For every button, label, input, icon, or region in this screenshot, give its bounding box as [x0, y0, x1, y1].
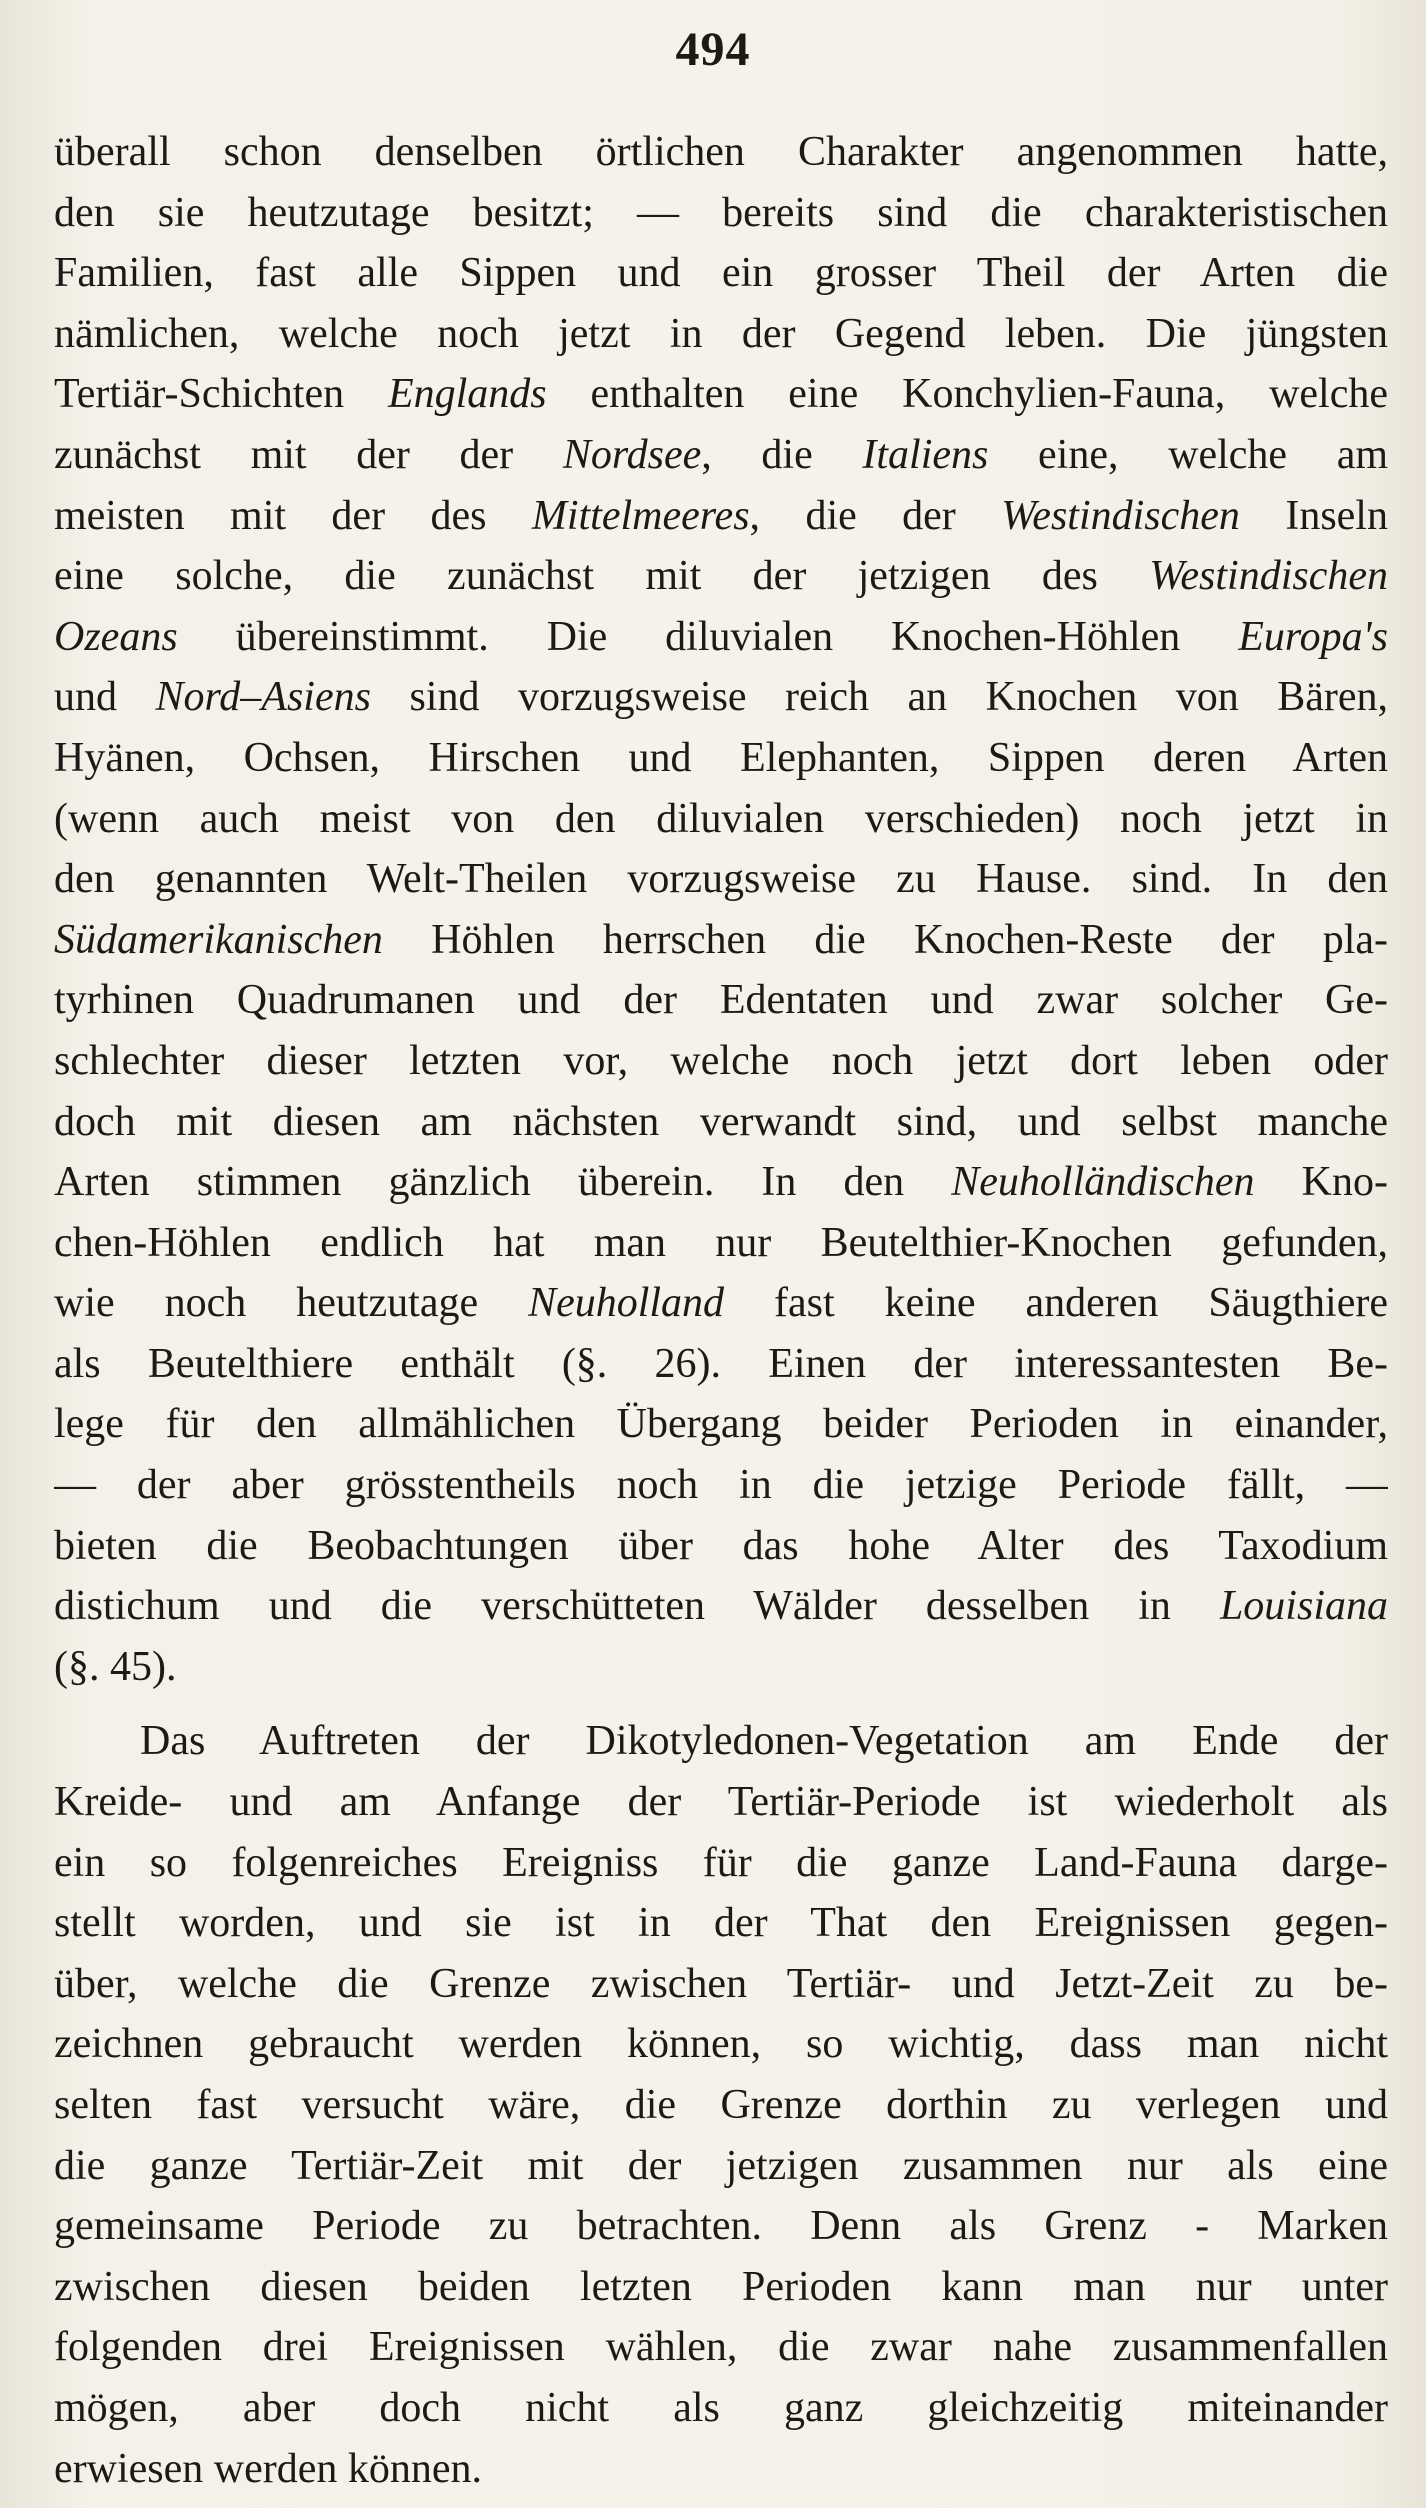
text-line	[54, 1455, 1388, 1516]
text-segment: folgenden drei Ereignissen wählen, die zwar nahe zusammenfallen	[54, 2324, 1388, 2371]
text-segment: enthalten eine Konchylien-Fauna, welche	[546, 371, 1388, 418]
text-segment: nämlichen, welche noch jetzt in der Gegend leben. Die jüngsten	[54, 310, 1388, 357]
italic-term: Louisiana	[1219, 1583, 1388, 1630]
text-segment: wie noch heutzutage	[54, 1280, 529, 1327]
italic-term: Nord–Asiens	[155, 674, 371, 721]
italic-term: Mittelmeeres	[531, 492, 750, 539]
text-line	[54, 2196, 1388, 2257]
text-segment: , die	[701, 431, 863, 478]
text-segment: lege für den allmählichen Übergang beider Perioden in einander,	[54, 1401, 1388, 1448]
text-segment: , die der	[749, 492, 1002, 539]
text-line	[54, 1152, 1388, 1213]
text-line	[54, 1772, 1388, 1833]
text-segment: selten fast versucht wäre, die Grenze dorthin zu verlegen und	[54, 2082, 1388, 2128]
text-segment: die ganze Tertiär-Zeit mit der jetzigen zusammen nur als eine	[54, 2142, 1388, 2189]
text-segment: (wenn auch meist von den diluvialen verschieden) noch jetzt in	[54, 795, 1388, 842]
text-line	[54, 728, 1388, 789]
text-line	[54, 1334, 1388, 1395]
text-line	[54, 1394, 1388, 1455]
text-line	[54, 1833, 1388, 1894]
text-segment: zwischen diesen beiden letzten Perioden kann man nur unter	[54, 2263, 1388, 2310]
text-segment: doch mit diesen am nächsten verwandt sind, und selbst manche	[54, 1098, 1388, 1145]
text-segment: distichum und die verschütteten Wälder desselben in	[54, 1583, 1220, 1630]
text-line	[54, 1516, 1388, 1577]
text-segment: Arten stimmen gänzlich überein. In den	[54, 1159, 952, 1206]
text-segment: über, welche die Grenze zwischen Tertiär- und Jetzt-Zeit zu be-	[54, 1960, 1388, 2007]
text-segment: mögen, aber doch nicht als ganz gleichzeitig miteinander	[54, 2384, 1388, 2431]
text-line	[54, 1092, 1388, 1153]
text-segment: bieten die Beobachtungen über das hohe Alter des Taxodium	[54, 1522, 1388, 1569]
text-segment: erwiesen werden können.	[54, 2445, 482, 2492]
text-line	[54, 364, 1388, 425]
text-line	[54, 243, 1388, 304]
italic-term: Neuholland	[528, 1280, 725, 1327]
text-line	[54, 2136, 1388, 2197]
text-segment: stellt worden, und sie ist in der That den Ereignissen gegen-	[54, 1900, 1388, 1947]
text-segment: übereinstimmt. Die diluvialen Knochen-Höhlen	[177, 613, 1239, 660]
text-segment: Tertiär-Schichten	[54, 371, 388, 418]
text-line	[54, 1893, 1388, 1954]
text-line	[54, 607, 1388, 668]
text-segment: den sie heutzutage besitzt; — bereits sind die charakteristischen	[54, 189, 1388, 236]
italic-term: Westindischen	[1149, 553, 1388, 600]
text-segment: — der aber grösstentheils noch in die jetzige Periode fällt, —	[54, 1462, 1388, 1509]
text-segment: gemeinsame Periode zu betrachten. Denn als Grenz - Marken	[54, 2203, 1388, 2250]
paragraph	[54, 1711, 1388, 2499]
text-line	[54, 122, 1388, 183]
text-line	[54, 2439, 1388, 2500]
text-line	[54, 486, 1388, 547]
text-segment: meisten mit der des	[54, 492, 532, 539]
italic-term: Südamerikanischen	[54, 916, 383, 963]
text-segment: Das Auftreten der Dikotyledonen-Vegetation am Ende der	[140, 1718, 1388, 1765]
text-segment: als Beutelthiere enthält (§. 26). Einen der interessantesten Be-	[54, 1340, 1388, 1387]
page-number: 494	[675, 23, 751, 76]
italic-term: Italiens	[862, 431, 989, 478]
text-segment: zunächst mit der der	[54, 431, 563, 478]
text-segment: ein so folgenreiches Ereigniss für die ganze Land-Fauna darge-	[54, 1839, 1388, 1886]
text-segment: (§. 45).	[54, 1643, 177, 1690]
text-line	[54, 1711, 1388, 1772]
text-line	[54, 789, 1388, 850]
text-line	[54, 425, 1388, 486]
text-line	[54, 1576, 1388, 1637]
text-line	[54, 1954, 1388, 2015]
italic-term: Europa's	[1238, 613, 1388, 660]
body-text	[54, 122, 1388, 2499]
paragraph-gap	[54, 1697, 1388, 1711]
text-line	[54, 2378, 1388, 2439]
text-line	[54, 183, 1388, 244]
paragraph	[54, 122, 1388, 1697]
text-segment: Höhlen herrschen die Knochen-Reste der pla-	[382, 916, 1388, 963]
italic-term: Ozeans	[54, 613, 178, 660]
italic-term: Westindischen	[1001, 492, 1240, 539]
text-line	[54, 2075, 1388, 2136]
text-segment: chen-Höhlen endlich hat man nur Beutelthier-Knochen gefunden,	[54, 1219, 1388, 1266]
text-line	[54, 1273, 1388, 1334]
text-segment: Hyänen, Ochsen, Hirschen und Elephanten, Sippen deren Arten	[54, 734, 1388, 781]
text-line	[54, 1213, 1388, 1274]
text-segment: sind vorzugsweise reich an Knochen von Bären,	[370, 674, 1388, 721]
text-segment: Familien, fast alle Sippen und ein grosser Theil der Arten die	[54, 250, 1388, 297]
italic-term: Neuholländischen	[951, 1159, 1255, 1206]
text-line	[54, 1637, 1388, 1698]
text-line	[54, 910, 1388, 971]
text-segment: zeichnen gebraucht werden können, so wichtig, dass man nicht	[54, 2021, 1388, 2068]
text-segment: eine solche, die zunächst mit der jetzigen des	[54, 553, 1150, 600]
text-segment: tyrhinen Quadrumanen und der Edentaten und zwar solcher Ge-	[54, 977, 1388, 1024]
text-line	[54, 2257, 1388, 2318]
text-segment: eine, welche am	[988, 431, 1388, 478]
text-line	[54, 546, 1388, 607]
text-line	[54, 849, 1388, 910]
text-segment: den genannten Welt-Theilen vorzugsweise zu Hause. sind. In den	[54, 856, 1388, 903]
text-line	[54, 2317, 1388, 2378]
italic-term: Englands	[387, 371, 547, 418]
text-segment: Inseln	[1239, 492, 1388, 539]
text-line	[54, 304, 1388, 365]
italic-term: Nordsee	[562, 431, 702, 478]
text-segment: und	[54, 674, 156, 721]
text-segment: überall schon denselben örtlichen Charakter angenommen hatte,	[54, 129, 1388, 175]
text-segment: schlechter dieser letzten vor, welche noch jetzt dort leben oder	[54, 1037, 1388, 1084]
text-segment: Kreide- und am Anfange der Tertiär-Periode ist wiederholt als	[54, 1779, 1388, 1826]
text-line	[54, 1031, 1388, 1092]
text-segment: Kno-	[1254, 1159, 1388, 1206]
text-line	[54, 2014, 1388, 2075]
text-line	[54, 970, 1388, 1031]
text-segment: fast keine anderen Säugthiere	[724, 1280, 1388, 1327]
text-line	[54, 667, 1388, 728]
